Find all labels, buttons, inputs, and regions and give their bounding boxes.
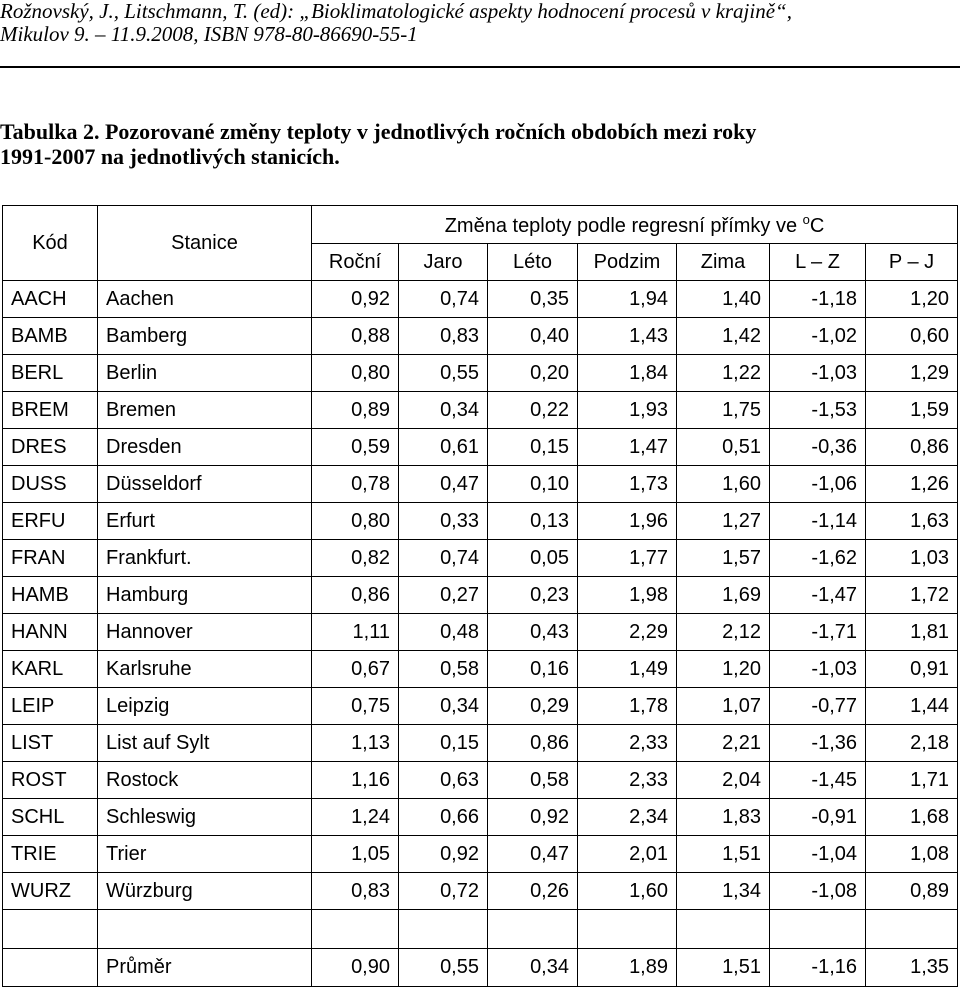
- table-row: [3, 651, 958, 688]
- value-cell: 0,13: [488, 503, 578, 540]
- table-row: [3, 392, 958, 429]
- value-cell: -1,71: [770, 614, 866, 651]
- running-header-line-2: Mikulov 9. – 11.9.2008, ISBN 978-80-86690-55-1: [0, 22, 418, 46]
- station-name-cell: Düsseldorf: [98, 466, 312, 503]
- average-value-cell: 0,55: [399, 949, 488, 987]
- value-cell: 0,16: [488, 651, 578, 688]
- station-code-cell: ERFU: [3, 503, 98, 540]
- value-cell: 0,23: [488, 577, 578, 614]
- value-cell: 0,35: [488, 281, 578, 318]
- station-name-cell: List auf Sylt: [98, 725, 312, 762]
- value-cell: 1,77: [578, 540, 677, 577]
- station-code-cell: HANN: [3, 614, 98, 651]
- header-column: Zima: [677, 244, 770, 281]
- value-cell: 0,27: [399, 577, 488, 614]
- value-cell: 2,21: [677, 725, 770, 762]
- value-cell: 1,20: [866, 281, 958, 318]
- table-row: [3, 577, 958, 614]
- station-name-cell: Berlin: [98, 355, 312, 392]
- value-cell: 0,15: [488, 429, 578, 466]
- value-cell: -1,04: [770, 836, 866, 873]
- empty-cell: [98, 910, 312, 949]
- station-name-cell: Hannover: [98, 614, 312, 651]
- value-cell: 1,68: [866, 799, 958, 836]
- value-cell: 0,80: [312, 503, 399, 540]
- value-cell: 0,51: [677, 429, 770, 466]
- value-cell: 0,43: [488, 614, 578, 651]
- station-name-cell: Trier: [98, 836, 312, 873]
- empty-cell: [488, 910, 578, 949]
- empty-cell: [677, 910, 770, 949]
- value-cell: 1,03: [866, 540, 958, 577]
- empty-cell: [3, 910, 98, 949]
- average-value-cell: -1,16: [770, 949, 866, 987]
- running-header: [0, 0, 960, 46]
- value-cell: -1,62: [770, 540, 866, 577]
- value-cell: 0,92: [488, 799, 578, 836]
- value-cell: -0,36: [770, 429, 866, 466]
- value-cell: -1,47: [770, 577, 866, 614]
- average-value-cell: 0,90: [312, 949, 399, 987]
- value-cell: 1,96: [578, 503, 677, 540]
- station-name-cell: Aachen: [98, 281, 312, 318]
- value-cell: 1,43: [578, 318, 677, 355]
- value-cell: 1,73: [578, 466, 677, 503]
- header-column: Podzim: [578, 244, 677, 281]
- station-code-cell: LEIP: [3, 688, 98, 725]
- value-cell: 1,44: [866, 688, 958, 725]
- value-cell: -1,14: [770, 503, 866, 540]
- value-cell: 0,55: [399, 355, 488, 392]
- value-cell: -0,91: [770, 799, 866, 836]
- value-cell: 1,13: [312, 725, 399, 762]
- value-cell: -1,03: [770, 355, 866, 392]
- value-cell: 1,72: [866, 577, 958, 614]
- value-cell: 0,34: [399, 688, 488, 725]
- value-cell: 0,61: [399, 429, 488, 466]
- value-cell: -1,18: [770, 281, 866, 318]
- table-row: [3, 466, 958, 503]
- value-cell: 1,60: [578, 873, 677, 910]
- value-cell: 2,33: [578, 725, 677, 762]
- value-cell: 0,67: [312, 651, 399, 688]
- table-row: [3, 762, 958, 799]
- station-code-cell: SCHL: [3, 799, 98, 836]
- station-name-cell: Bremen: [98, 392, 312, 429]
- value-cell: 0,58: [399, 651, 488, 688]
- station-name-cell: Erfurt: [98, 503, 312, 540]
- value-cell: 2,34: [578, 799, 677, 836]
- station-code-cell: BERL: [3, 355, 98, 392]
- value-cell: 1,40: [677, 281, 770, 318]
- value-cell: 1,57: [677, 540, 770, 577]
- value-cell: 0,89: [866, 873, 958, 910]
- average-value-cell: 1,89: [578, 949, 677, 987]
- value-cell: 0,58: [488, 762, 578, 799]
- value-cell: 2,18: [866, 725, 958, 762]
- station-name-cell: Hamburg: [98, 577, 312, 614]
- value-cell: 0,92: [312, 281, 399, 318]
- value-cell: 0,86: [488, 725, 578, 762]
- value-cell: 1,81: [866, 614, 958, 651]
- value-cell: 0,83: [399, 318, 488, 355]
- value-cell: 0,83: [312, 873, 399, 910]
- station-code-cell: DUSS: [3, 466, 98, 503]
- header-column: P – J: [866, 244, 958, 281]
- table-row: [3, 873, 958, 910]
- value-cell: 0,15: [399, 725, 488, 762]
- station-code-cell: ROST: [3, 762, 98, 799]
- value-cell: 0,82: [312, 540, 399, 577]
- value-cell: 0,33: [399, 503, 488, 540]
- value-cell: -1,08: [770, 873, 866, 910]
- value-cell: 1,78: [578, 688, 677, 725]
- value-cell: 1,24: [312, 799, 399, 836]
- average-row: [3, 949, 958, 987]
- value-cell: -1,03: [770, 651, 866, 688]
- station-name-cell: Frankfurt.: [98, 540, 312, 577]
- value-cell: 1,98: [578, 577, 677, 614]
- value-cell: 1,49: [578, 651, 677, 688]
- value-cell: 2,12: [677, 614, 770, 651]
- value-cell: 0,40: [488, 318, 578, 355]
- station-name-cell: Leipzig: [98, 688, 312, 725]
- value-cell: 2,29: [578, 614, 677, 651]
- value-cell: 0,78: [312, 466, 399, 503]
- table-row: [3, 614, 958, 651]
- station-name-cell: Schleswig: [98, 799, 312, 836]
- header-station: Stanice: [98, 206, 312, 281]
- value-cell: 0,22: [488, 392, 578, 429]
- value-cell: 0,74: [399, 540, 488, 577]
- table-row: [3, 503, 958, 540]
- value-cell: -1,45: [770, 762, 866, 799]
- empty-cell: [578, 910, 677, 949]
- value-cell: 0,72: [399, 873, 488, 910]
- value-cell: 0,47: [488, 836, 578, 873]
- value-cell: 1,83: [677, 799, 770, 836]
- station-code-cell: WURZ: [3, 873, 98, 910]
- value-cell: 1,16: [312, 762, 399, 799]
- header-group-title-text: Změna teploty podle regresní přímky ve: [444, 214, 803, 237]
- table-row: [3, 836, 958, 873]
- table-caption-line-2: 1991-2007 na jednotlivých stanicích.: [0, 144, 340, 169]
- value-cell: 0,48: [399, 614, 488, 651]
- header-rule: [0, 66, 960, 68]
- value-cell: 1,29: [866, 355, 958, 392]
- empty-cell: [866, 910, 958, 949]
- value-cell: 1,05: [312, 836, 399, 873]
- value-cell: -1,36: [770, 725, 866, 762]
- value-cell: 0,29: [488, 688, 578, 725]
- station-code-cell: BAMB: [3, 318, 98, 355]
- table-row: [3, 429, 958, 466]
- header-column: L – Z: [770, 244, 866, 281]
- value-cell: 0,10: [488, 466, 578, 503]
- station-code-cell: AACH: [3, 281, 98, 318]
- value-cell: 2,33: [578, 762, 677, 799]
- empty-cell: [3, 949, 98, 987]
- value-cell: 1,42: [677, 318, 770, 355]
- header-code: Kód: [3, 206, 98, 281]
- value-cell: 0,26: [488, 873, 578, 910]
- value-cell: 0,60: [866, 318, 958, 355]
- value-cell: 0,34: [399, 392, 488, 429]
- value-cell: 0,63: [399, 762, 488, 799]
- value-cell: 0,47: [399, 466, 488, 503]
- value-cell: 1,11: [312, 614, 399, 651]
- table-row: [3, 725, 958, 762]
- value-cell: -1,53: [770, 392, 866, 429]
- station-code-cell: HAMB: [3, 577, 98, 614]
- table-row: [3, 540, 958, 577]
- table-body: [3, 281, 958, 987]
- header-group-title: [312, 206, 958, 244]
- value-cell: 2,01: [578, 836, 677, 873]
- station-name-cell: Würzburg: [98, 873, 312, 910]
- station-name-cell: Rostock: [98, 762, 312, 799]
- header-row-group: [3, 206, 958, 244]
- value-cell: 1,59: [866, 392, 958, 429]
- value-cell: 1,94: [578, 281, 677, 318]
- table-caption: [0, 119, 960, 169]
- value-cell: 1,71: [866, 762, 958, 799]
- value-cell: 1,22: [677, 355, 770, 392]
- station-name-cell: Dresden: [98, 429, 312, 466]
- value-cell: 1,60: [677, 466, 770, 503]
- empty-cell: [399, 910, 488, 949]
- table-row: [3, 318, 958, 355]
- header-degree-sup: o: [802, 211, 810, 227]
- station-code-cell: BREM: [3, 392, 98, 429]
- station-name-cell: Karlsruhe: [98, 651, 312, 688]
- header-column: Jaro: [399, 244, 488, 281]
- station-code-cell: TRIE: [3, 836, 98, 873]
- value-cell: 1,34: [677, 873, 770, 910]
- value-cell: 0,59: [312, 429, 399, 466]
- value-cell: 2,04: [677, 762, 770, 799]
- value-cell: 1,47: [578, 429, 677, 466]
- average-value-cell: 0,34: [488, 949, 578, 987]
- value-cell: 1,27: [677, 503, 770, 540]
- header-unit: C: [809, 214, 825, 237]
- value-cell: 1,08: [866, 836, 958, 873]
- value-cell: 1,26: [866, 466, 958, 503]
- average-value-cell: 1,51: [677, 949, 770, 987]
- value-cell: -1,06: [770, 466, 866, 503]
- value-cell: -0,77: [770, 688, 866, 725]
- value-cell: 1,51: [677, 836, 770, 873]
- value-cell: 0,66: [399, 799, 488, 836]
- empty-cell: [312, 910, 399, 949]
- value-cell: 1,75: [677, 392, 770, 429]
- value-cell: 0,86: [866, 429, 958, 466]
- value-cell: 0,20: [488, 355, 578, 392]
- value-cell: 0,92: [399, 836, 488, 873]
- value-cell: 1,07: [677, 688, 770, 725]
- spacer-row: [3, 910, 958, 949]
- station-name-cell: Bamberg: [98, 318, 312, 355]
- empty-cell: [770, 910, 866, 949]
- station-code-cell: FRAN: [3, 540, 98, 577]
- value-cell: 0,05: [488, 540, 578, 577]
- table-row: [3, 799, 958, 836]
- average-label: Průměr: [98, 949, 312, 987]
- value-cell: 1,63: [866, 503, 958, 540]
- station-code-cell: KARL: [3, 651, 98, 688]
- table-row: [3, 281, 958, 318]
- value-cell: 1,84: [578, 355, 677, 392]
- table-row: [3, 688, 958, 725]
- header-column: Léto: [488, 244, 578, 281]
- temperature-change-table: [2, 205, 958, 987]
- value-cell: 0,89: [312, 392, 399, 429]
- value-cell: 1,93: [578, 392, 677, 429]
- running-header-line-1: Rožnovský, J., Litschmann, T. (ed): „Bioklimatologické aspekty hodnocení procesů v krajině“,: [0, 0, 792, 23]
- value-cell: 0,75: [312, 688, 399, 725]
- station-code-cell: DRES: [3, 429, 98, 466]
- average-value-cell: 1,35: [866, 949, 958, 987]
- station-code-cell: LIST: [3, 725, 98, 762]
- table-row: [3, 355, 958, 392]
- value-cell: 0,80: [312, 355, 399, 392]
- value-cell: 0,74: [399, 281, 488, 318]
- value-cell: 0,91: [866, 651, 958, 688]
- header-column: Roční: [312, 244, 399, 281]
- value-cell: -1,02: [770, 318, 866, 355]
- table-caption-line-1: Tabulka 2. Pozorované změny teploty v jednotlivých ročních obdobích mezi roky: [0, 119, 757, 144]
- value-cell: 1,69: [677, 577, 770, 614]
- value-cell: 1,20: [677, 651, 770, 688]
- value-cell: 0,86: [312, 577, 399, 614]
- value-cell: 0,88: [312, 318, 399, 355]
